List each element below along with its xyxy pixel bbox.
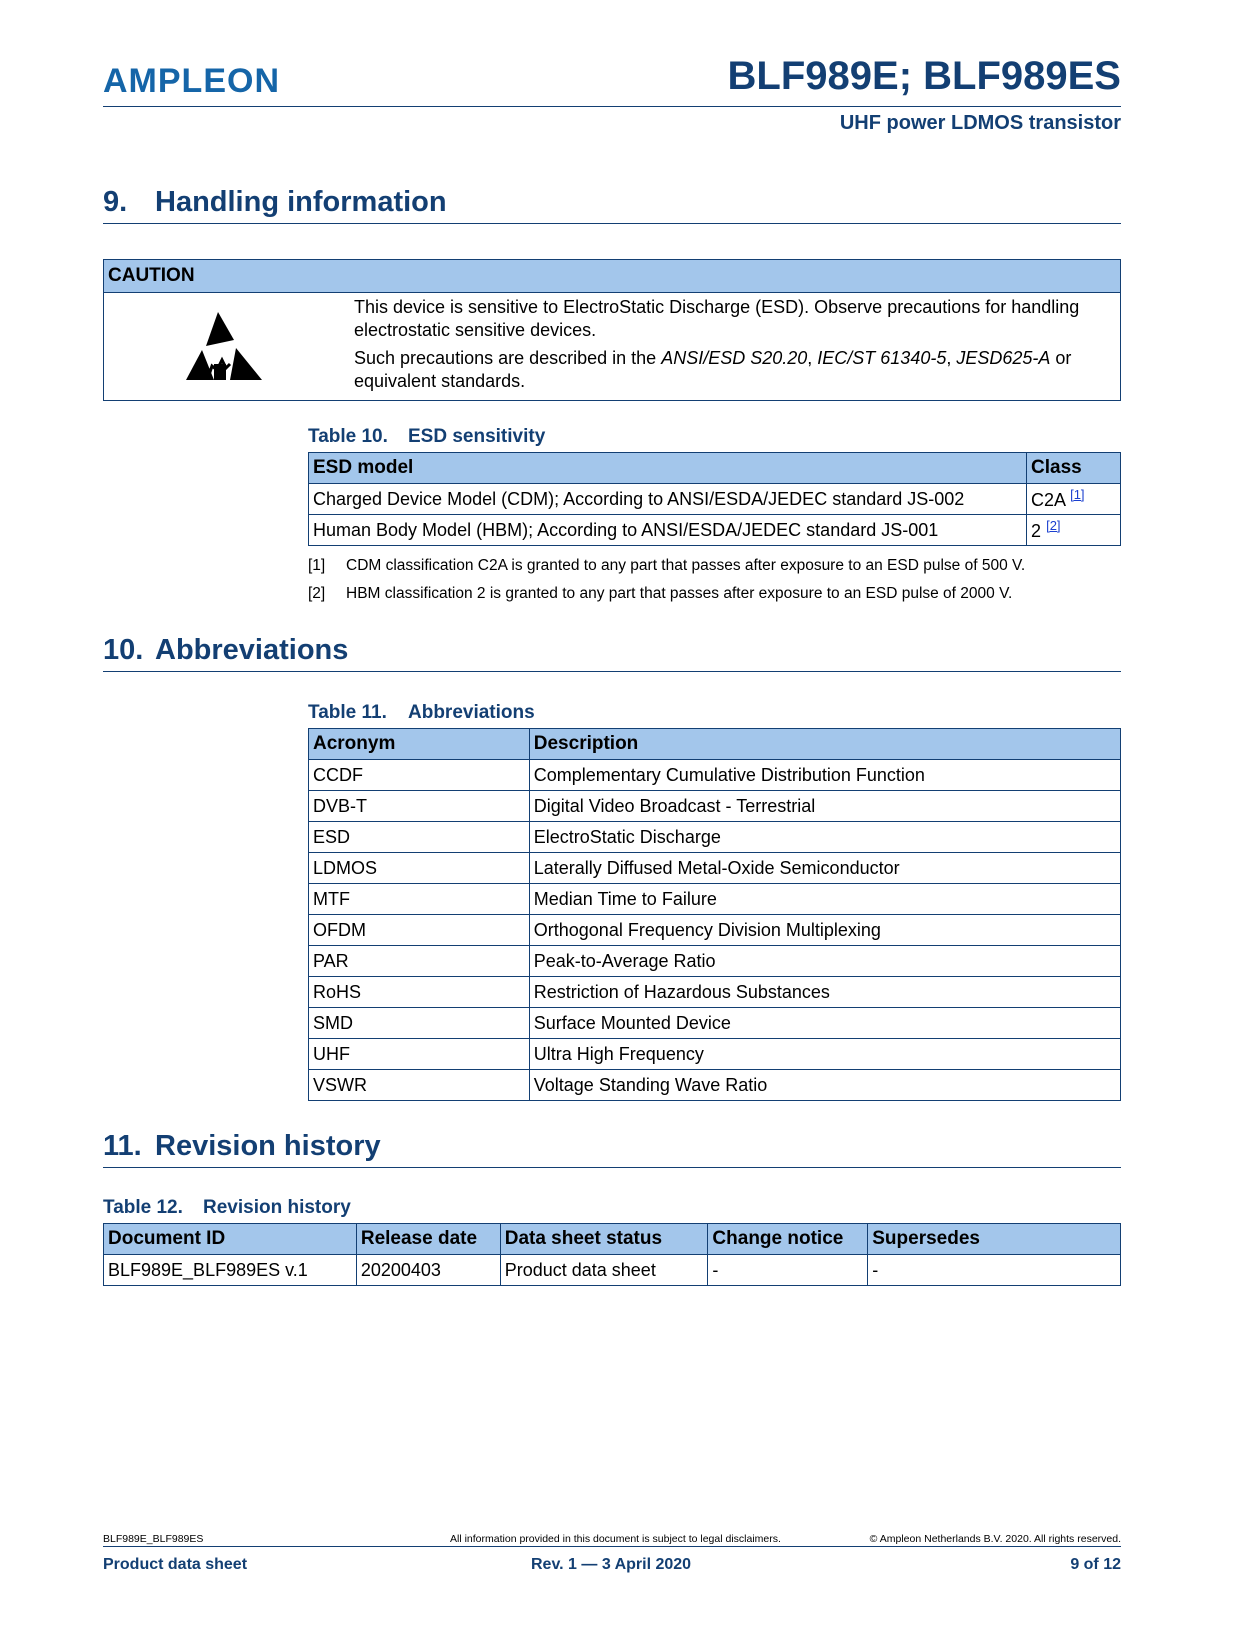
caution-paragraph-1: This device is sensitive to ElectroStatic Discharge (ESD). Observe precautions for handling electrostatic sensitive devices. [354,297,1080,340]
acronym-cell: SMD [309,1008,530,1039]
footnote-text: HBM classification 2 is granted to any part that passes after exposure to an ESD pulse of 2000 V. [346,585,1013,602]
column-header: Change notice [708,1224,868,1255]
footer-disclaimer: All information provided in this document is subject to legal disclaimers. [450,1533,781,1545]
document-subtitle: UHF power LDMOS transistor [839,112,1121,134]
separator: , [946,348,957,368]
table-title: ESD sensitivity [408,426,546,447]
section-number: 10. [103,634,144,666]
table-row [309,1070,1121,1101]
footer-document-id: BLF989E_BLF989ES [103,1533,204,1545]
table-row [309,515,1121,546]
footnote-link[interactable]: [1] [1070,487,1085,502]
description-cell: ElectroStatic Discharge [529,822,1120,853]
table-cell: - [868,1255,1121,1286]
table-row [309,1039,1121,1070]
description-cell: Voltage Standing Wave Ratio [529,1070,1120,1101]
table-header-row [309,453,1121,484]
class-value: C2A [1031,490,1066,510]
table-number: Table 11. [308,702,387,723]
esd-warning-icon [184,310,264,384]
column-header: Supersedes [868,1224,1121,1255]
caution-text [354,296,1094,398]
table-cell: BLF989E_BLF989ES v.1 [104,1255,357,1286]
description-cell: Orthogonal Frequency Division Multiplexing [529,915,1120,946]
table-cell: 20200403 [356,1255,500,1286]
table-row [309,484,1121,515]
description-cell: Ultra High Frequency [529,1039,1120,1070]
column-header: Class [1027,453,1121,484]
description-cell: Laterally Diffused Metal-Oxide Semiconductor [529,853,1120,884]
footer-divider [103,1546,1121,1547]
table-header-row [309,729,1121,760]
description-cell: Digital Video Broadcast - Terrestrial [529,791,1120,822]
standard-iec: IEC/ST 61340-5 [817,348,947,368]
ampleon-logo: AMPLEON [103,62,280,100]
acronym-cell: DVB-T [309,791,530,822]
separator: , [807,348,818,368]
table-row [309,946,1121,977]
caution-box [103,259,1121,401]
description-cell: Restriction of Hazardous Substances [529,977,1120,1008]
footnote-number: [2] [308,585,326,602]
section-heading-abbreviations [103,634,1121,672]
table-row [309,760,1121,791]
standard-ansi: ANSI/ESD S20.20 [661,348,808,368]
acronym-cell: MTF [309,884,530,915]
table-cell: Human Body Model (HBM); According to ANSI/ESDA/JEDEC standard JS-001 [309,515,1027,546]
acronym-cell: RoHS [309,977,530,1008]
footnote-text: CDM classification C2A is granted to any part that passes after exposure to an ESD pulse of 500 V. [346,557,1026,574]
caution-label: CAUTION [104,260,1120,293]
standard-jesd: JESD625-A [956,348,1051,368]
section-number: 9. [103,186,128,218]
table-row [309,791,1121,822]
column-header: Release date [356,1224,500,1255]
table-row [104,1255,1121,1286]
table-row [309,1008,1121,1039]
class-value: 2 [1031,521,1042,541]
caution-paragraph-2 [354,347,1094,393]
acronym-cell: CCDF [309,760,530,791]
table-row [309,884,1121,915]
esd-sensitivity-table [308,452,1121,546]
footnote-link[interactable]: [2] [1046,518,1061,533]
table-cell [1027,484,1121,515]
table-title: Abbreviations [408,702,535,723]
table-title: Revision history [203,1197,351,1218]
acronym-cell: PAR [309,946,530,977]
acronym-cell: ESD [309,822,530,853]
acronym-cell: LDMOS [309,853,530,884]
section-number: 11. [103,1130,142,1162]
table-header-row [104,1224,1121,1255]
footnote [308,585,1012,603]
acronym-cell: UHF [309,1039,530,1070]
table-row [309,853,1121,884]
acronym-cell: OFDM [309,915,530,946]
table-number: Table 10. [308,426,388,447]
table-number: Table 12. [103,1197,183,1218]
table-row [309,822,1121,853]
footnote-number: [1] [308,557,326,574]
description-cell: Surface Mounted Device [529,1008,1120,1039]
table-10-caption [308,426,545,448]
acronym-cell: VSWR [309,1070,530,1101]
description-cell: Complementary Cumulative Distribution Function [529,760,1120,791]
table-11-caption [308,702,535,724]
footer-document-type: Product data sheet [103,1556,248,1573]
abbreviations-table [308,728,1121,1101]
table-row [309,977,1121,1008]
column-header: Document ID [104,1224,357,1255]
section-title: Abbreviations [155,634,349,666]
description-cell: Median Time to Failure [529,884,1120,915]
table-cell: - [708,1255,868,1286]
footnote [308,557,1025,575]
table-cell: Product data sheet [500,1255,708,1286]
description-cell: Peak-to-Average Ratio [529,946,1120,977]
table-row [309,915,1121,946]
revision-history-table [103,1223,1121,1286]
header-divider [103,106,1121,107]
column-header: ESD model [309,453,1027,484]
section-heading-handling [103,186,1121,224]
section-title: Handling information [155,186,447,218]
footer-page-number: 9 of 12 [1070,1556,1121,1573]
table-cell: Charged Device Model (CDM); According to ANSI/ESDA/JEDEC standard JS-002 [309,484,1027,515]
section-title: Revision history [155,1130,381,1162]
column-header: Data sheet status [500,1224,708,1255]
section-heading-revision-history [103,1130,1121,1168]
column-header: Description [529,729,1120,760]
footer-copyright: © Ampleon Netherlands B.V. 2020. All rights reserved. [869,1533,1121,1545]
table-12-caption [103,1197,351,1219]
caution-text-prefix: Such precautions are described in the [354,348,662,368]
document-title: BLF989E; BLF989ES [727,54,1121,98]
caution-text-suffix: or equivalent standards. [354,348,1072,391]
footer-revision: Rev. 1 — 3 April 2020 [531,1556,692,1573]
column-header: Acronym [309,729,530,760]
table-cell [1027,515,1121,546]
